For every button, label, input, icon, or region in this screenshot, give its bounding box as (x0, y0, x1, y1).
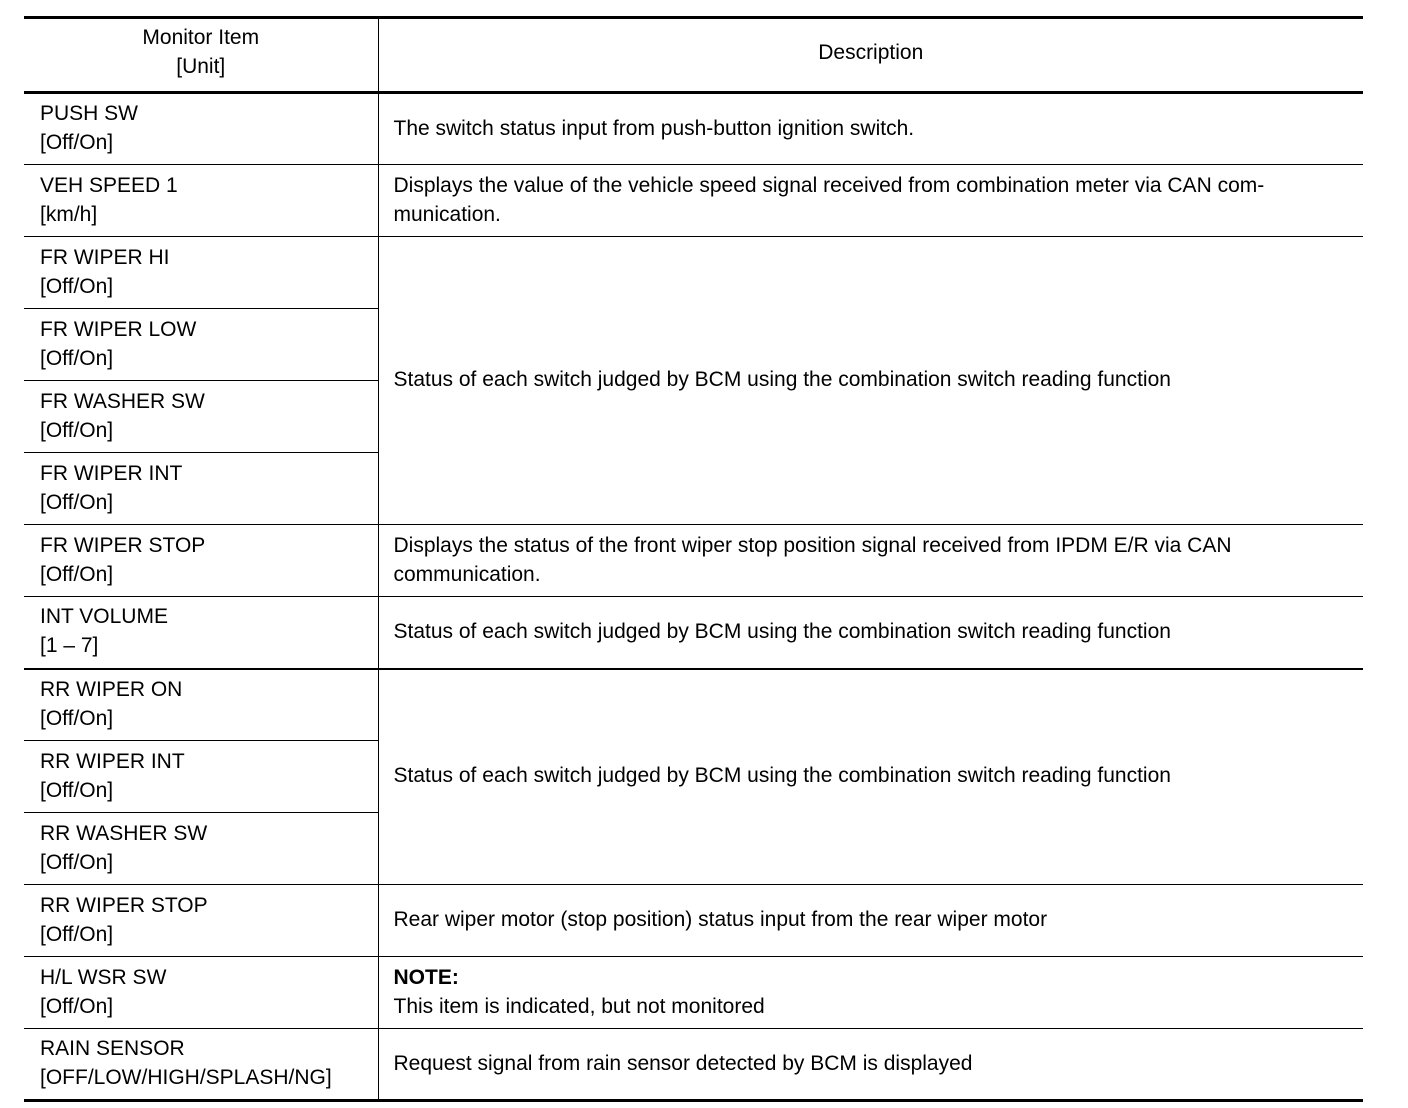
monitor-item-name: FR WIPER STOP (40, 533, 206, 557)
monitor-item-unit: [Off/On] (40, 850, 114, 874)
description-line: Displays the value of the vehicle speed signal received from combination meter via CAN com- (393, 173, 1265, 197)
monitor-item-name: RR WIPER INT (40, 749, 185, 773)
monitor-item-cell (24, 741, 378, 813)
monitor-item-name: FR WASHER SW (40, 389, 205, 413)
table-header-row (24, 18, 1363, 93)
monitor-item-unit: [1 – 7] (40, 634, 99, 658)
monitor-item-unit: [Off/On] (40, 418, 114, 442)
table-row (24, 237, 1363, 309)
monitor-item-name: FR WIPER INT (40, 461, 183, 485)
monitor-item-cell (24, 813, 378, 885)
table-row (24, 885, 1363, 957)
monitor-item-cell (24, 381, 378, 453)
description-cell: Status of each switch judged by BCM using the combination switch reading function (378, 597, 1363, 669)
description-line: This item is indicated, but not monitored (393, 994, 765, 1018)
monitor-item-name: H/L WSR SW (40, 965, 167, 989)
monitor-item-name: RR WASHER SW (40, 821, 208, 845)
monitor-item-unit: [Off/On] (40, 994, 114, 1018)
description-cell: Status of each switch judged by BCM using the combination switch reading function (378, 669, 1363, 885)
table-row (24, 957, 1363, 1029)
monitor-item-name: FR WIPER LOW (40, 317, 197, 341)
table-row (24, 669, 1363, 741)
description-line: communication. (393, 562, 541, 586)
description-cell (378, 525, 1363, 597)
table-row (24, 597, 1363, 669)
header-description: Description (378, 18, 1363, 93)
monitor-item-unit: [OFF/LOW/HIGH/SPLASH/NG] (40, 1066, 332, 1089)
monitor-item-cell (24, 453, 378, 525)
monitor-item-cell (24, 237, 378, 309)
monitor-item-unit: [Off/On] (40, 778, 114, 802)
monitor-item-unit: [km/h] (40, 202, 98, 226)
description-line: munication. (393, 202, 501, 226)
description-cell (378, 957, 1363, 1029)
monitor-item-cell (24, 885, 378, 957)
monitor-item-name: PUSH SW (40, 102, 139, 125)
monitor-item-cell (24, 597, 378, 669)
description-cell: Status of each switch judged by BCM using the combination switch reading function (378, 237, 1363, 525)
monitor-item-unit: [Off/On] (40, 346, 114, 370)
header-monitor-item (24, 18, 378, 93)
monitor-item-name: RR WIPER ON (40, 677, 183, 701)
description-cell (378, 165, 1363, 237)
header-monitor-item-label: Monitor Item (142, 26, 260, 49)
monitor-item-unit: [Off/On] (40, 562, 114, 586)
monitor-item-unit: [Off/On] (40, 706, 114, 730)
description-cell: The switch status input from push-button ignition switch. (378, 93, 1363, 165)
note-label: NOTE: (393, 965, 459, 989)
monitor-item-cell (24, 309, 378, 381)
table-row (24, 93, 1363, 165)
table-row (24, 1029, 1363, 1101)
monitor-item-cell (24, 165, 378, 237)
monitor-item-unit: [Off/On] (40, 131, 114, 154)
monitor-item-table (24, 16, 1363, 1102)
table-row (24, 525, 1363, 597)
description-cell: Request signal from rain sensor detected by BCM is displayed (378, 1029, 1363, 1101)
header-unit-label: [Unit] (176, 55, 226, 78)
monitor-item-name: RAIN SENSOR (40, 1037, 185, 1060)
description-cell: Rear wiper motor (stop position) status input from the rear wiper motor (378, 885, 1363, 957)
monitor-item-name: VEH SPEED 1 (40, 173, 178, 197)
monitor-item-cell (24, 1029, 378, 1101)
monitor-item-unit: [Off/On] (40, 490, 114, 514)
monitor-item-name: RR WIPER STOP (40, 893, 208, 917)
monitor-item-name: INT VOLUME (40, 605, 168, 629)
monitor-item-cell (24, 957, 378, 1029)
table-row (24, 165, 1363, 237)
monitor-item-cell (24, 669, 378, 741)
monitor-item-cell (24, 525, 378, 597)
monitor-item-cell (24, 93, 378, 165)
monitor-item-name: FR WIPER HI (40, 245, 170, 269)
description-line: Displays the status of the front wiper stop position signal received from IPDM E/R via CAN (393, 533, 1232, 557)
monitor-item-unit: [Off/On] (40, 274, 114, 298)
monitor-item-unit: [Off/On] (40, 922, 114, 946)
